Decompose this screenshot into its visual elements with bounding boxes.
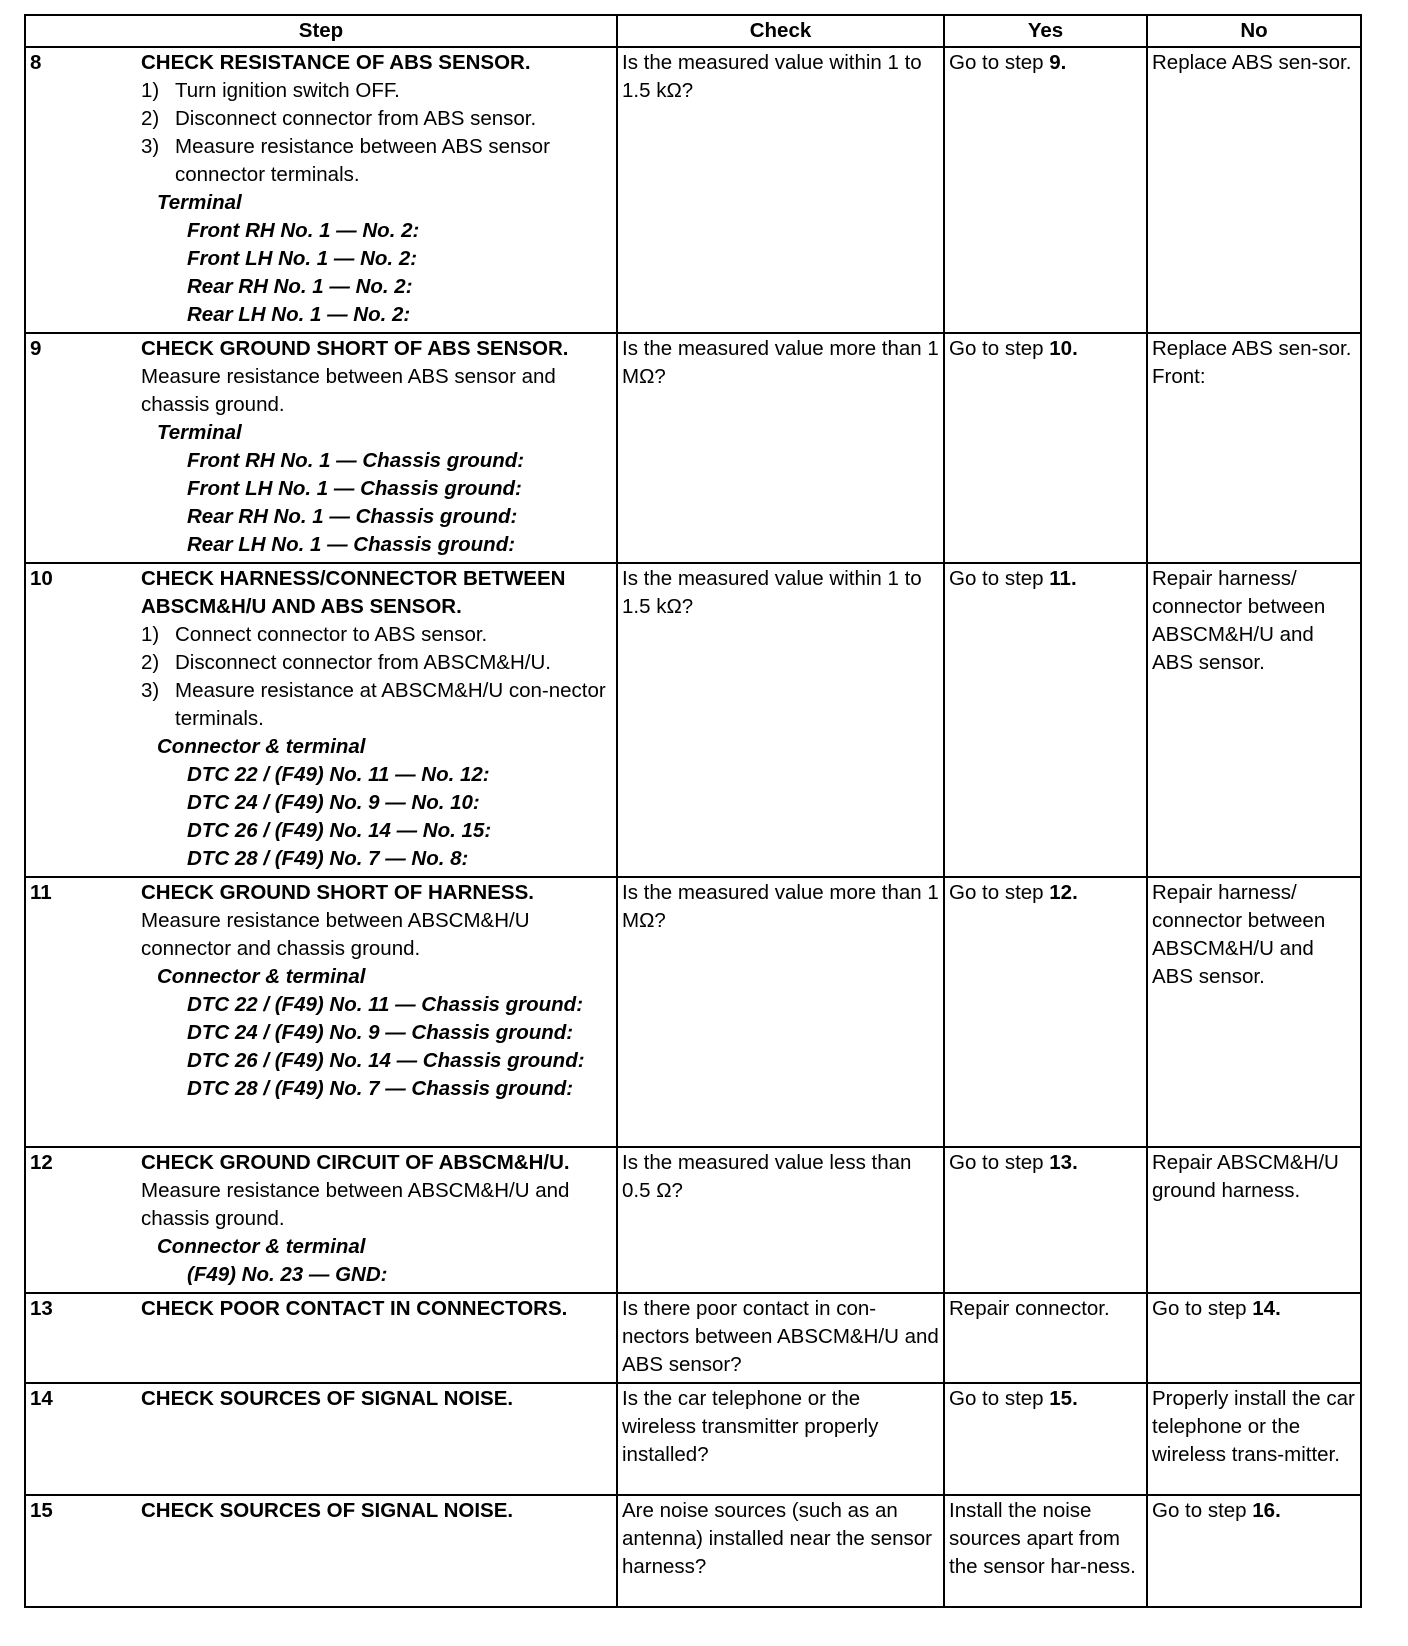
table-header-row xyxy=(25,15,1361,47)
yes-action: Repair connector. xyxy=(944,1293,1147,1383)
step-body: Measure resistance between ABSCM&H/U and chassis ground. xyxy=(141,1179,570,1230)
no-action: Repair harness/ connector between ABSCM&H/U and ABS sensor. xyxy=(1147,877,1361,1147)
terminal-spec: DTC 26 / (F49) No. 14 — Chassis ground: xyxy=(187,1049,585,1072)
step-title: CHECK GROUND SHORT OF ABS SENSOR. xyxy=(141,337,569,360)
check-question: Is the measured value more than 1 MΩ? xyxy=(617,877,944,1147)
terminal-spec: Front LH No. 1 — No. 2: xyxy=(187,247,418,270)
no-action: Repair ABSCM&H/U ground harness. xyxy=(1147,1147,1361,1293)
check-question: Is there poor contact in con-nectors between ABSCM&H/U and ABS sensor? xyxy=(617,1293,944,1383)
step-number: 15 xyxy=(25,1495,137,1607)
step-number: 10 xyxy=(25,563,137,877)
step-number: 12 xyxy=(25,1147,137,1293)
step-description xyxy=(137,333,617,563)
terminal-spec: Front LH No. 1 — Chassis ground: xyxy=(187,477,522,500)
connector-heading: Connector & terminal xyxy=(157,965,366,988)
step-title: CHECK HARNESS/CONNECTOR BETWEEN ABSCM&H/U AND ABS SENSOR. xyxy=(141,567,566,618)
step-description xyxy=(137,563,617,877)
step-number: 13 xyxy=(25,1293,137,1383)
step-description xyxy=(137,1495,617,1607)
yes-action: Go to step 15. xyxy=(944,1383,1147,1495)
yes-action: Go to step 12. xyxy=(944,877,1147,1147)
header-no: No xyxy=(1147,15,1361,47)
check-question: Is the measured value less than 0.5 Ω? xyxy=(617,1147,944,1293)
yes-action: Go to step 10. xyxy=(944,333,1147,563)
no-action: Replace ABS sen-sor. Front: xyxy=(1147,333,1361,563)
no-action: Repair harness/ connector between ABSCM&H/U and ABS sensor. xyxy=(1147,563,1361,877)
terminal-spec: Rear LH No. 1 — No. 2: xyxy=(187,303,411,326)
yes-action: Go to step 13. xyxy=(944,1147,1147,1293)
procedure-item: 3) Measure resistance at ABSCM&H/U con-nector terminals. xyxy=(141,679,606,730)
step-number: 14 xyxy=(25,1383,137,1495)
terminal-spec: DTC 22 / (F49) No. 11 — No. 12: xyxy=(187,763,490,786)
procedure-item: 3) Measure resistance between ABS sensor connector terminals. xyxy=(141,135,550,186)
no-action: Go to step 16. xyxy=(1147,1495,1361,1607)
check-question: Are noise sources (such as an antenna) installed near the sensor harness? xyxy=(617,1495,944,1607)
terminal-spec: (F49) No. 23 — GND: xyxy=(187,1263,388,1286)
connector-heading: Connector & terminal xyxy=(157,1235,366,1258)
step-number: 8 xyxy=(25,47,137,333)
table-row xyxy=(25,1495,1361,1607)
diagnostic-table xyxy=(24,14,1362,1608)
step-body: Measure resistance between ABS sensor and chassis ground. xyxy=(141,365,556,416)
step-number: 11 xyxy=(25,877,137,1147)
procedure-item: 2) Disconnect connector from ABS sensor. xyxy=(141,107,537,130)
header-step: Step xyxy=(25,15,617,47)
terminal-spec: Rear RH No. 1 — No. 2: xyxy=(187,275,413,298)
terminal-spec: Rear LH No. 1 — Chassis ground: xyxy=(187,533,516,556)
terminal-spec: DTC 24 / (F49) No. 9 — Chassis ground: xyxy=(187,1021,574,1044)
step-title: CHECK GROUND SHORT OF HARNESS. xyxy=(141,881,534,904)
step-title: CHECK RESISTANCE OF ABS SENSOR. xyxy=(141,51,531,74)
no-action: Go to step 14. xyxy=(1147,1293,1361,1383)
header-yes: Yes xyxy=(944,15,1147,47)
step-body: Measure resistance between ABSCM&H/U connector and chassis ground. xyxy=(141,909,530,960)
no-action: Properly install the car telephone or the wireless trans-mitter. xyxy=(1147,1383,1361,1495)
table-row xyxy=(25,563,1361,877)
procedure-item: 2) Disconnect connector from ABSCM&H/U. xyxy=(141,651,551,674)
step-description xyxy=(137,1293,617,1383)
step-title: CHECK POOR CONTACT IN CONNECTORS. xyxy=(141,1297,568,1320)
procedure-item: 1) Connect connector to ABS sensor. xyxy=(141,623,488,646)
step-title: CHECK SOURCES OF SIGNAL NOISE. xyxy=(141,1387,514,1410)
procedure-item: 1) Turn ignition switch OFF. xyxy=(141,79,400,102)
terminal-spec: DTC 26 / (F49) No. 14 — No. 15: xyxy=(187,819,492,842)
yes-action: Go to step 11. xyxy=(944,563,1147,877)
header-check: Check xyxy=(617,15,944,47)
step-description xyxy=(137,1147,617,1293)
terminal-spec: Rear RH No. 1 — Chassis ground: xyxy=(187,505,518,528)
table-row xyxy=(25,333,1361,563)
terminal-spec: DTC 28 / (F49) No. 7 — No. 8: xyxy=(187,847,469,870)
table-row xyxy=(25,1383,1361,1495)
terminal-spec: Front RH No. 1 — Chassis ground: xyxy=(187,449,525,472)
terminal-spec: DTC 24 / (F49) No. 9 — No. 10: xyxy=(187,791,480,814)
connector-heading: Connector & terminal xyxy=(157,735,366,758)
step-title: CHECK GROUND CIRCUIT OF ABSCM&H/U. xyxy=(141,1151,570,1174)
no-action: Replace ABS sen-sor. xyxy=(1147,47,1361,333)
check-question: Is the measured value within 1 to 1.5 kΩ? xyxy=(617,563,944,877)
terminal-heading: Terminal xyxy=(157,191,242,214)
step-description xyxy=(137,877,617,1147)
check-question: Is the car telephone or the wireless transmitter properly installed? xyxy=(617,1383,944,1495)
table-row xyxy=(25,877,1361,1147)
step-description xyxy=(137,1383,617,1495)
yes-action: Install the noise sources apart from the sensor har-ness. xyxy=(944,1495,1147,1607)
table-row xyxy=(25,1147,1361,1293)
terminal-spec: DTC 28 / (F49) No. 7 — Chassis ground: xyxy=(187,1077,574,1100)
terminal-heading: Terminal xyxy=(157,421,242,444)
table-row xyxy=(25,1293,1361,1383)
check-question: Is the measured value more than 1 MΩ? xyxy=(617,333,944,563)
terminal-spec: DTC 22 / (F49) No. 11 — Chassis ground: xyxy=(187,993,584,1016)
terminal-spec: Front RH No. 1 — No. 2: xyxy=(187,219,420,242)
check-question: Is the measured value within 1 to 1.5 kΩ? xyxy=(617,47,944,333)
step-number: 9 xyxy=(25,333,137,563)
yes-action: Go to step 9. xyxy=(944,47,1147,333)
table-row xyxy=(25,47,1361,333)
step-title: CHECK SOURCES OF SIGNAL NOISE. xyxy=(141,1499,514,1522)
step-description xyxy=(137,47,617,333)
